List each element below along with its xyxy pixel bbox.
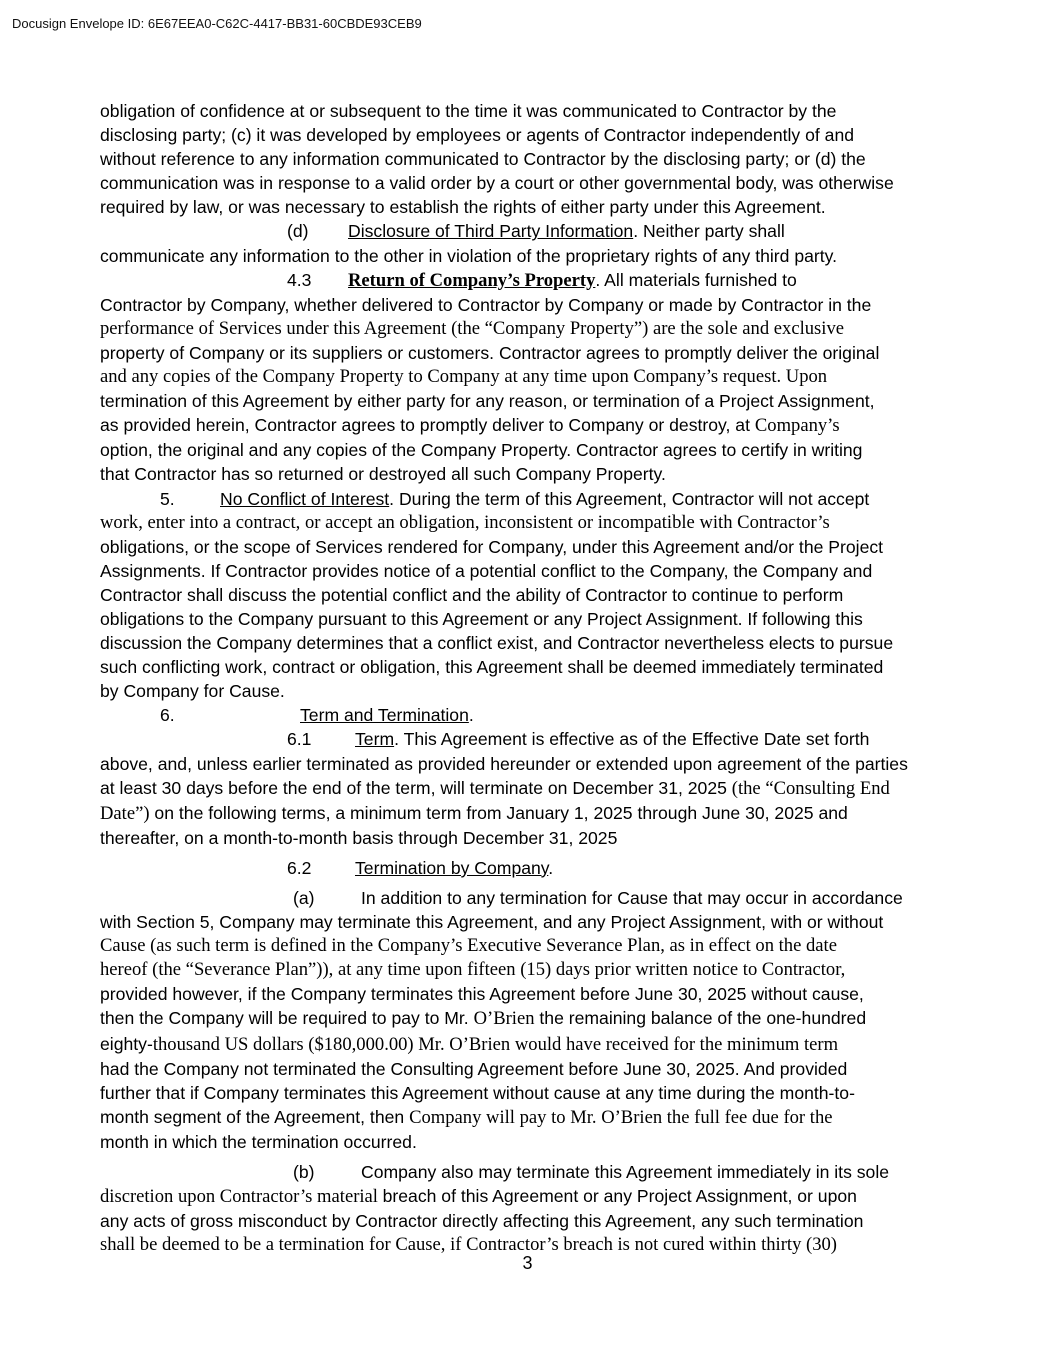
text-line: further that if Company terminates this Agreement without cause at any time during the month-to-	[100, 1082, 855, 1103]
text-line: obligations, or the scope of Services rendered for Company, under this Agreement and/or the Project	[100, 536, 884, 557]
text-line: discussion the Company determines that a conflict exist, and Contractor nevertheless elects to pursue	[100, 633, 894, 654]
section-4-2-d	[100, 219, 960, 243]
text-line: Assignments. If Contractor provides notice of a potential conflict to the Company, the Company and	[100, 560, 873, 581]
section-6-2-a	[100, 886, 960, 910]
text-line: any acts of gross misconduct by Contractor directly affecting this Agreement, any such termination	[100, 1211, 864, 1232]
text-line: with Section 5, Company may terminate this Agreement, and any Project Assignment, with or without	[100, 912, 884, 933]
section-6	[100, 703, 960, 727]
text-run: Company will pay to Mr. O’Brien the full fee due for the	[409, 1106, 833, 1128]
section-heading: No Conflict of Interest	[220, 488, 390, 509]
text-line: and any copies of the Company Property to Company at any time upon Company’s request. Upon	[100, 366, 828, 388]
page-number: 3	[522, 1253, 533, 1273]
text-line	[100, 413, 960, 438]
text-run: O’Brien	[473, 1008, 535, 1030]
text-line: work, enter into a contract, or accept an obligation, inconsistent or incompatible with Contractor’s	[100, 511, 830, 533]
text-line	[100, 801, 960, 826]
text-run: discretion upon Contractor’s material	[100, 1186, 383, 1208]
text-run: (the “Consulting End	[731, 777, 890, 799]
section-number: 6.	[160, 705, 175, 726]
section-text: . All materials furnished to	[595, 269, 797, 290]
text-line: by Company for Cause.	[100, 681, 285, 702]
section-number: 4.3	[287, 269, 312, 290]
text-line	[100, 1105, 960, 1130]
text-run: Company’s	[754, 415, 840, 437]
section-number: 6.1	[287, 729, 312, 750]
text-run: as provided herein, Contractor agrees to promptly deliver to Company or destroy, at	[100, 415, 755, 436]
text-line: Contractor shall discuss the potential conflict and the ability of Contractor to continue to perform	[100, 584, 844, 605]
text-line: property of Company or its suppliers or customers. Contractor agrees to promptly deliver the original	[100, 342, 880, 363]
section-heading: Term	[355, 729, 395, 750]
section-heading: Term and Termination	[300, 705, 469, 726]
text-run: Date”)	[100, 802, 150, 824]
section-number: (d)	[287, 221, 309, 242]
text-run: then the Company will be required to pay to Mr.	[100, 1008, 474, 1029]
text-line	[100, 1184, 960, 1209]
text-line: Cause (as such term is defined in the Company’s Executive Severance Plan, as in effect on the date	[100, 935, 837, 957]
text-line: that Contractor has so returned or destroyed all such Company Property.	[100, 464, 666, 485]
section-number: (b)	[293, 1162, 315, 1183]
section-text: Company also may terminate this Agreement immediately in its sole	[361, 1162, 890, 1183]
section-number: (a)	[293, 888, 315, 908]
text-run: the remaining balance of the one-hundred	[534, 1008, 867, 1029]
section-4-3	[100, 268, 960, 293]
text-line: required by law, or was necessary to establish the rights of either party under this Agreement.	[100, 197, 826, 218]
section-6-2-b	[100, 1160, 960, 1184]
section-6-1	[100, 727, 960, 751]
section-text: .	[548, 857, 554, 878]
text-run: thousand US dollars ($180,000.00) Mr. O’Brien would have received for the minimum term	[152, 1033, 839, 1055]
section-text: . Neither party shall	[633, 221, 785, 242]
text-line: hereof (the “Severance Plan”)), at any time upon fifteen (15) days prior written notice to Contractor,	[100, 959, 846, 981]
section-heading: Return of Company’s Property	[348, 269, 596, 291]
text-run: eighty-	[100, 1033, 153, 1054]
text-line: obligations to the Company pursuant to this Agreement or any Project Assignment. If following this	[100, 608, 863, 629]
text-run: breach of this Agreement or any Project Assignment, or upon	[382, 1186, 857, 1207]
text-line: termination of this Agreement by either party for any reason, or termination of a Project Assignment,	[100, 391, 875, 412]
text-line: had the Company not terminated the Consulting Agreement before June 30, 2025. And provided	[100, 1058, 848, 1079]
text-line	[100, 776, 960, 801]
text-line: option, the original and any copies of the Company Property. Contractor agrees to certify in writing	[100, 440, 863, 461]
text-line: without reference to any information communicated to Contractor by the disclosing party; or (d) the	[100, 149, 866, 170]
text-run: month segment of the Agreement, then	[100, 1106, 410, 1127]
section-6-2	[100, 856, 960, 880]
text-line: obligation of confidence at or subsequent to the time it was communicated to Contractor by the	[100, 101, 837, 121]
text-line: Contractor by Company, whether delivered to Contractor by Company or made by Contractor in the	[100, 294, 872, 315]
section-number: 5.	[160, 488, 175, 509]
text-line: provided however, if the Company terminates this Agreement before June 30, 2025 without cause,	[100, 984, 864, 1005]
text-line: such conflicting work, contract or obligation, this Agreement shall be deemed immediately terminated	[100, 657, 884, 678]
document-body	[100, 99, 960, 1257]
section-heading: Disclosure of Third Party Information	[348, 221, 634, 242]
text-line: thereafter, on a month-to-month basis through December 31, 2025	[100, 827, 618, 848]
section-text: . During the term of this Agreement, Contractor will not accept	[389, 488, 870, 509]
text-line	[100, 1032, 960, 1057]
text-line: shall be deemed to be a termination for Cause, if Contractor’s breach is not cured within thirty (30)	[100, 1234, 837, 1256]
section-number: 6.2	[287, 857, 312, 878]
section-text: . This Agreement is effective as of the Effective Date set forth	[394, 729, 870, 750]
section-5	[100, 487, 960, 511]
text-line: month in which the termination occurred.	[100, 1131, 417, 1152]
section-text: In addition to any termination for Cause that may occur in accordance	[361, 888, 903, 908]
text-line: communicate any information to the other in violation of the proprietary rights of any third party.	[100, 245, 838, 266]
text-line: communication was in response to a valid order by a court or other governmental body, was otherwise	[100, 173, 894, 194]
text-run: at least 30 days before the end of the term, will terminate on December 31, 2025	[100, 777, 732, 798]
text-line: above, and, unless earlier terminated as provided hereunder or extended upon agreement of the parties	[100, 753, 908, 774]
text-line	[100, 1006, 960, 1031]
section-heading: Termination by Company	[355, 857, 549, 878]
text-line: disclosing party; (c) it was developed by employees or agents of Contractor independently of and	[100, 125, 855, 146]
section-text: .	[468, 705, 474, 726]
text-run: on the following terms, a minimum term from January 1, 2025 through June 30, 2025 and	[149, 802, 848, 823]
envelope-id: Docusign Envelope ID: 6E67EEA0-C62C-4417-BB31-60CBDE93CEB9	[12, 16, 422, 31]
text-line: performance of Services under this Agreement (the “Company Property”) are the sole and exclusive	[100, 317, 844, 339]
